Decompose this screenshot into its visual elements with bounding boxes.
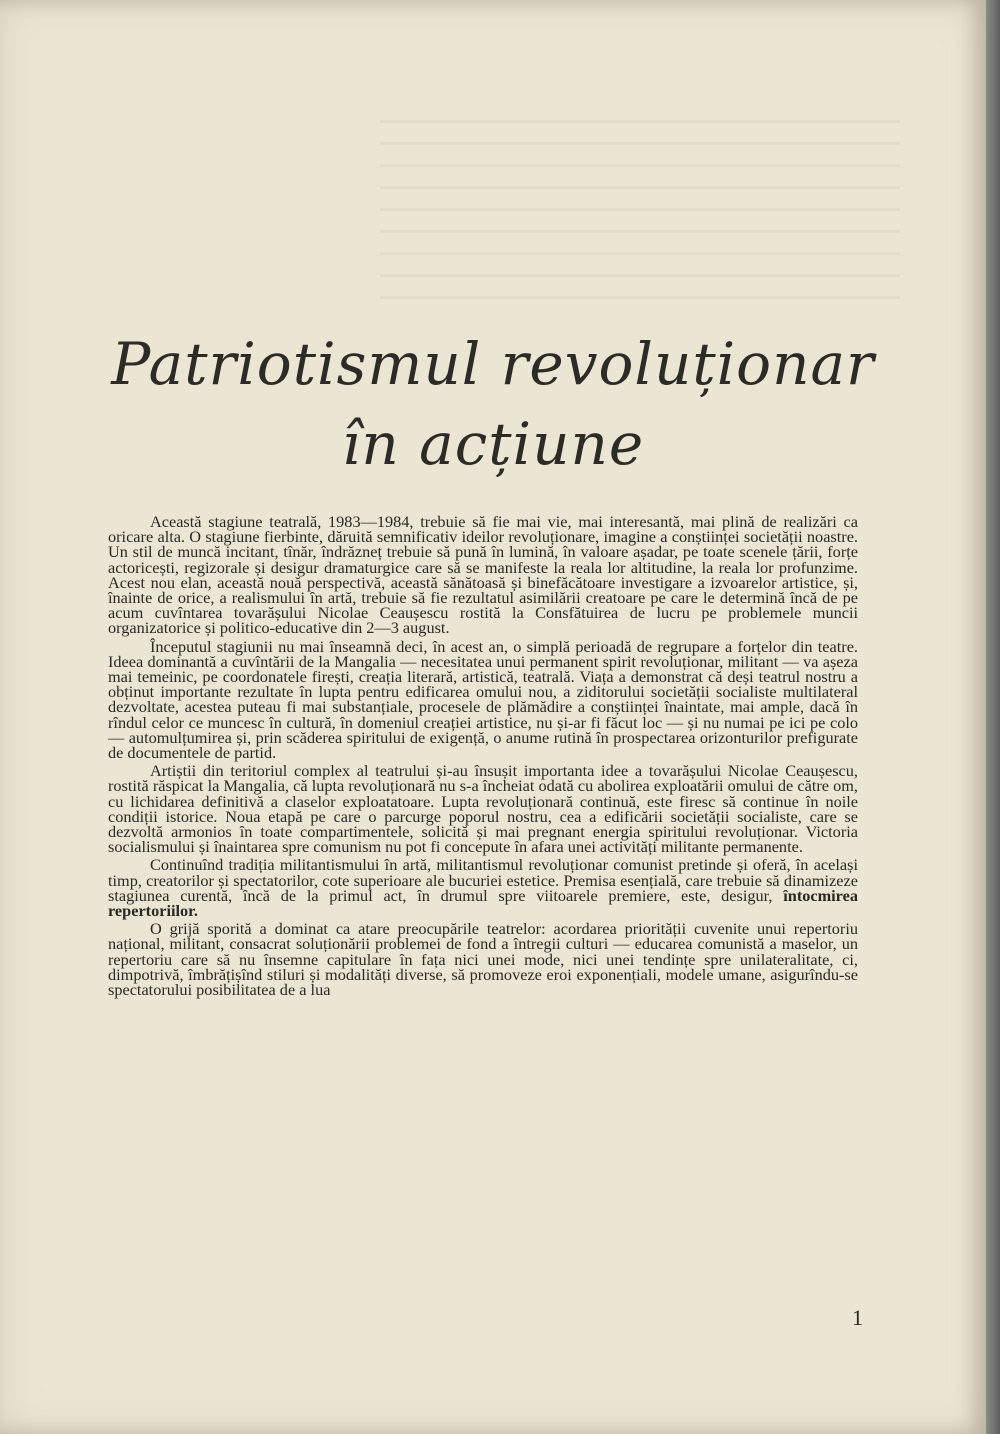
- paragraph-5: O grijă sporită a dominat ca atare preocupările teatrelor: acordarea priorității cuvenite unui repertoriu național, militant, consacrat soluționării problemei de fond a întregii culturi — educarea comunistă a maselor, un repertoriu care să nu însemne capitulare în fața nici unei mode, nici unei tendințe spre unilateralitate, ci, dimpotrivă, îmbrățișînd stiluri și modalități diverse, să promoveze eroi exponențiali, modele umane, asigurîndu-se spectatorului posibilitatea de a lua: [108, 919, 858, 1000]
- paragraph-1: Această stagiune teatrală, 1983—1984, trebuie să fie mai vie, mai interesantă, mai plină de realizări ca oricare alta. O stagiune fierbinte, dăruită semnificativ ideilor revoluționare, imagine a conștiinței societății noastre. Un stil de muncă incitant, tînăr, îndrăzneț trebuie să pună în lumină, în valoare așadar, pe toate scenele țării, forțe actoricești, regizorale și desigur dramaturgice care să se manifeste la reala lor altitudine, la reala lor profunzime. Acest nou elan, această nouă perspectivă, această sănătoasă și binefăcătoare investigare a izvoarelor artistice, și, înainte de orice, a realismului în artă, trebuie să fie rezultatul asimilării creatoare pe care le determină încă de pe acum cuvîntarea tovarășului Nicolae Ceaușescu rostită la Consfătuirea de lucru pe problemele muncii organizatorice și politico-educative din 2—3 august.: [108, 512, 858, 638]
- article-title-line-2: în acțiune: [341, 410, 645, 478]
- paragraph-4-text: Continuînd tradiția militantismului în artă, militantismul revoluționar comunist pretinde și oferă, în același timp, creatorilor și spectatorilor, cote superioare ale bucuriei estetice. Premisa esențială, care trebuie să dinamizeze stagiunea curentă, încă de la primul act, în drumul spre viitoarele premiere, este, desigur,: [108, 855, 858, 905]
- paragraph-2: Începutul stagiunii nu mai înseamnă deci, în acest an, o simplă perioadă de regrupare a forțelor din teatre. Ideea dominantă a cuvîntării de la Mangalia — necesitatea unui permanent spirit revoluționar, militant — va așeza mai temeinic, pe coordonatele firești, creația literară, artistică, teatrală. Viața a demonstrat că deși teatrul nostru a obținut importante rezultate în lupta pentru edificarea omului nou, a ziditorului societății socialiste multilateral dezvoltate, acestea puteau fi mai substanțiale, procesele de plămădire a conștiinței înaintate, mai ample, dacă în rîndul celor ce muncesc în cultură, în domeniul creației artistice, nu și-ar fi făcut loc — și nu numai pe ici pe colo — automulțumirea și, prin scăderea spiritului de exigență, o anume rutină în prospectarea orizonturilor prefigurate de documentele de partid.: [108, 636, 858, 763]
- article-body: [108, 514, 858, 1000]
- show-through-texture: [380, 120, 900, 300]
- article-title-line-1: Patriotismul revoluționar: [111, 330, 875, 398]
- page-edge-shadow: [986, 0, 1000, 1434]
- paragraph-3: Artiștii din teritoriul complex al teatrului și-au însușit importanta idee a tovarășului Nicolae Ceaușescu, rostită răspicat la Mangalia, că lupta revoluționară nu s-a încheiat odată cu abolirea exploatării omului de către om, cu lichidarea definitivă a claselor exploatatoare. Lupta revoluționară continuă, este firesc să continue în noile condiții istorice. Noua etapă pe care o parcurge poporul nostru, cea a edificării societății socialiste, care se dezvoltă armonios în toate compartimentele, solicită și mai pregnant energia spiritului revoluționar. Victoria socialismului și înaintarea spre comunism nu pot fi concepute în afara unei activități militante permanente.: [108, 761, 858, 857]
- page-number: 1: [852, 1305, 863, 1330]
- emphasis-text: întocmirea repertoriilor.: [108, 885, 858, 921]
- paragraph-4: [108, 855, 858, 921]
